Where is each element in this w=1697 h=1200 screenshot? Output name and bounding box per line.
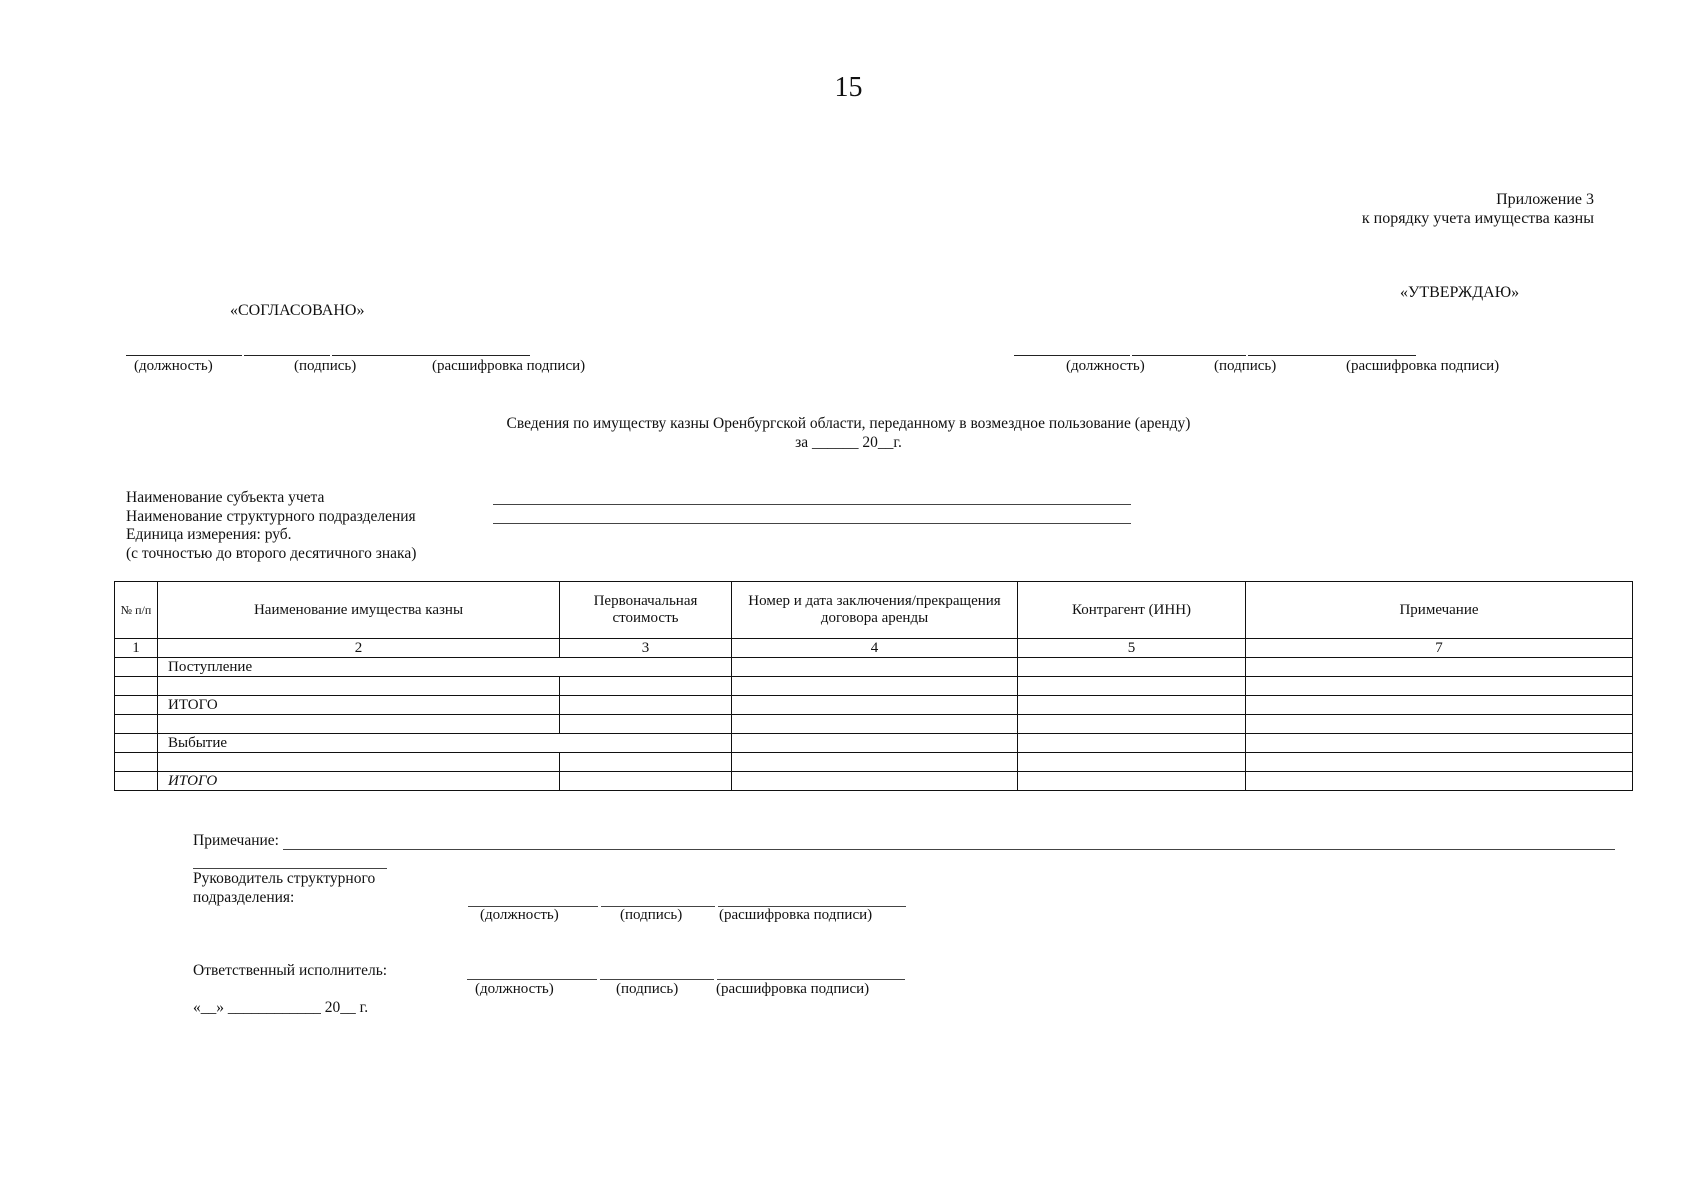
table-cell[interactable]: [732, 677, 1018, 696]
unit-label: Единица измерения: руб.: [126, 526, 292, 543]
table-cell[interactable]: [115, 715, 158, 734]
table-cell[interactable]: [1246, 734, 1633, 753]
table-cell[interactable]: [1018, 772, 1246, 791]
table-cell[interactable]: [115, 772, 158, 791]
table-cell[interactable]: [1018, 715, 1246, 734]
table-row-total: [115, 696, 1633, 715]
table-cell[interactable]: [1246, 753, 1633, 772]
appendix-line-1: Приложение 3: [1496, 191, 1594, 208]
agreed-title: «СОГЛАСОВАНО»: [230, 302, 365, 319]
table-cell[interactable]: [560, 696, 732, 715]
table-cell[interactable]: [115, 696, 158, 715]
column-header-property-name: Наименование имущества казны: [158, 582, 560, 639]
agreed-position-line: [126, 355, 242, 356]
column-index-cell: 4: [732, 639, 1018, 658]
property-lease-table: [114, 581, 1633, 791]
table-cell[interactable]: [1246, 772, 1633, 791]
table-cell[interactable]: [1018, 753, 1246, 772]
executor-label: Ответственный исполнитель:: [193, 962, 388, 979]
table-cell[interactable]: [560, 753, 732, 772]
table-cell[interactable]: [560, 677, 732, 696]
total-label: ИТОГО: [158, 772, 560, 791]
table-cell[interactable]: [732, 734, 1018, 753]
division-fill-line: [493, 523, 1131, 524]
table-cell[interactable]: [1246, 658, 1633, 677]
table-row-disposal: [115, 734, 1633, 753]
appendix-line-2: к порядку учета имущества казны: [1361, 210, 1594, 227]
table-cell[interactable]: [1018, 734, 1246, 753]
agreed-signature-line: [244, 355, 330, 356]
column-index-cell: 7: [1246, 639, 1633, 658]
table-cell[interactable]: [158, 677, 560, 696]
division-head-label: [193, 869, 375, 907]
column-header-number: № п/п: [115, 582, 158, 639]
table-cell[interactable]: [115, 658, 158, 677]
table-row: [115, 715, 1633, 734]
info-block: [126, 489, 416, 563]
table-cell[interactable]: [732, 753, 1018, 772]
column-index-cell: 3: [560, 639, 732, 658]
column-header-contract: Номер и дата заключения/прекращения договора аренды: [732, 582, 1018, 639]
total-label: ИТОГО: [158, 696, 560, 715]
approved-position-caption: (должность): [1066, 358, 1145, 374]
head-decoding-caption: (расшифровка подписи): [719, 907, 873, 923]
table-cell[interactable]: [158, 753, 560, 772]
report-heading-line-1: Сведения по имуществу казны Оренбургской области, переданному в возмездное пользование (аренду): [506, 415, 1191, 432]
table-row-receipt: [115, 658, 1633, 677]
column-header-counterparty: Контрагент (ИНН): [1018, 582, 1246, 639]
approved-signature-caption: (подпись): [1214, 358, 1277, 374]
disposal-section-label: Выбытие: [158, 734, 732, 753]
table-cell[interactable]: [158, 715, 560, 734]
division-head-label-line-2: подразделения:: [193, 889, 295, 906]
head-signature-caption: (подпись): [620, 907, 683, 923]
column-header-initial-cost: Первоначальная стоимость: [560, 582, 732, 639]
approved-decoding-caption: (расшифровка подписи): [1346, 358, 1500, 374]
executor-signature-caption: (подпись): [616, 981, 679, 997]
table-cell[interactable]: [732, 696, 1018, 715]
table-header-row: [115, 582, 1633, 639]
table-cell[interactable]: [560, 715, 732, 734]
agreed-decoding-line: [332, 355, 530, 356]
receipt-section-label: Поступление: [158, 658, 732, 677]
executor-decoding-caption: (расшифровка подписи): [716, 981, 870, 997]
approved-title: «УТВЕРЖДАЮ»: [1400, 284, 1520, 301]
table-cell[interactable]: [1246, 696, 1633, 715]
agreed-position-caption: (должность): [134, 358, 213, 374]
table-cell[interactable]: [1246, 715, 1633, 734]
table-cell[interactable]: [115, 734, 158, 753]
appendix-reference: [1362, 190, 1594, 228]
report-period-line: за ______ 20__г.: [795, 434, 902, 451]
table-cell[interactable]: [1246, 677, 1633, 696]
table-row: [115, 677, 1633, 696]
table-cell[interactable]: [732, 658, 1018, 677]
executor-decoding-line: [717, 979, 905, 980]
agreed-signature-caption: (подпись): [294, 358, 357, 374]
column-index-cell: 2: [158, 639, 560, 658]
note-fill-line[interactable]: [283, 849, 1615, 850]
table-row-total: [115, 772, 1633, 791]
executor-position-line: [467, 979, 597, 980]
note-label: Примечание:: [193, 832, 279, 849]
division-head-label-line-1: Руководитель структурного: [193, 870, 376, 887]
executor-signature-line: [600, 979, 714, 980]
table-cell[interactable]: [732, 772, 1018, 791]
page-number: 15: [834, 72, 863, 103]
table-row: [115, 753, 1633, 772]
precision-label: (с точностью до второго десятичного знака): [126, 544, 417, 562]
column-index-row: [115, 639, 1633, 658]
table-cell[interactable]: [115, 753, 158, 772]
table-cell[interactable]: [115, 677, 158, 696]
table-cell[interactable]: [1018, 677, 1246, 696]
agreed-decoding-caption: (расшифровка подписи): [432, 358, 586, 374]
subject-label: Наименование субъекта учета: [126, 489, 325, 506]
executor-position-caption: (должность): [475, 981, 554, 997]
head-position-caption: (должность): [480, 907, 559, 923]
report-heading: [0, 414, 1697, 452]
division-label: Наименование структурного подразделения: [126, 507, 416, 525]
table-cell[interactable]: [1018, 658, 1246, 677]
subject-fill-line: [493, 504, 1131, 505]
approved-decoding-line: [1248, 355, 1416, 356]
column-index-cell: 1: [115, 639, 158, 658]
date-line: «__» ____________ 20__ г.: [193, 999, 369, 1016]
table-cell[interactable]: [732, 715, 1018, 734]
column-index-cell: 5: [1018, 639, 1246, 658]
approved-position-line: [1014, 355, 1130, 356]
table-cell[interactable]: [1018, 696, 1246, 715]
approved-signature-line: [1132, 355, 1246, 356]
table-cell[interactable]: [560, 772, 732, 791]
column-header-note: Примечание: [1246, 582, 1633, 639]
